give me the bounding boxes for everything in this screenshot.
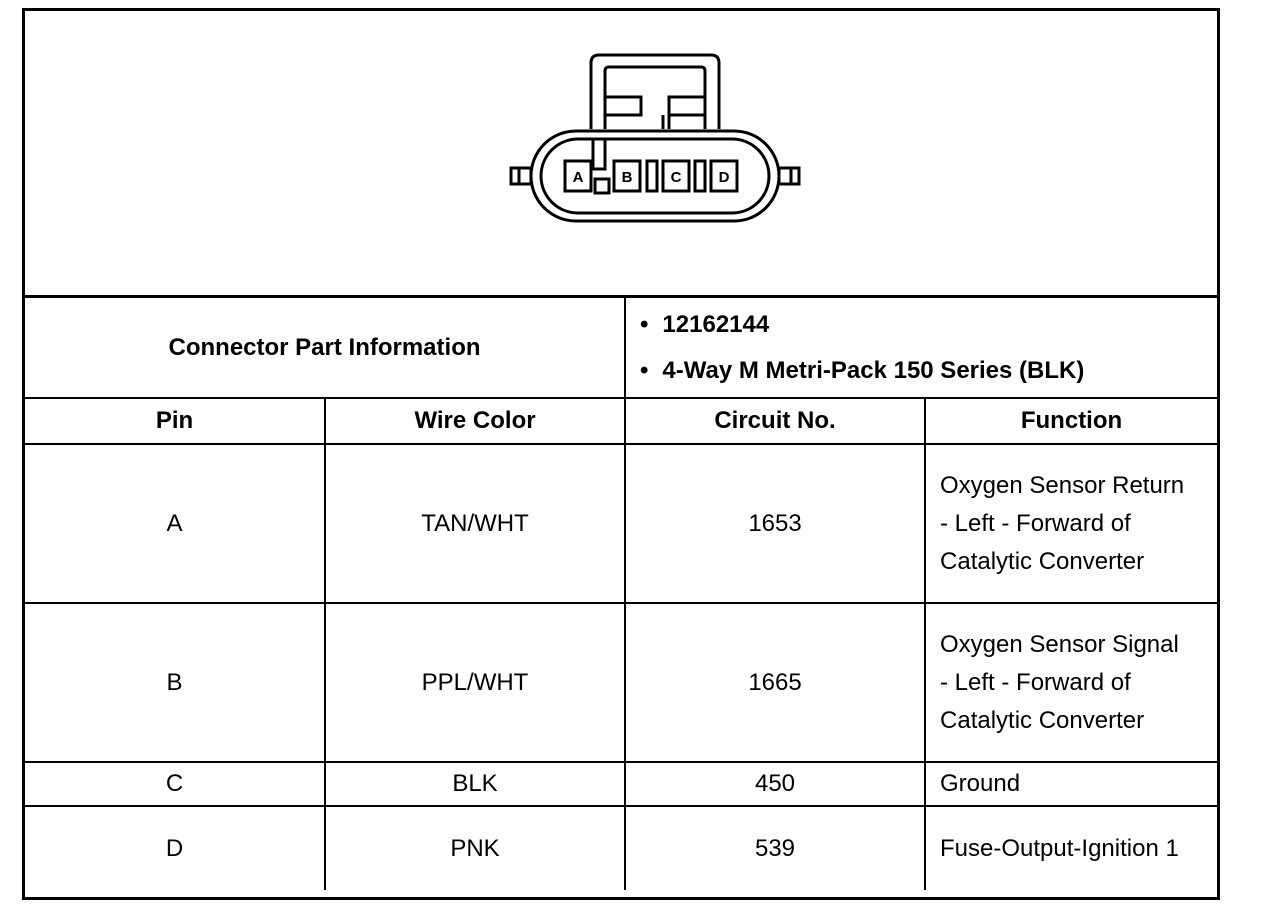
header-circuit: Circuit No. xyxy=(625,398,925,444)
table-row xyxy=(25,603,1217,762)
header-pin: Pin xyxy=(25,398,325,444)
function-cell: Fuse-Output-Ignition 1 xyxy=(925,806,1217,890)
circuit-cell: 1665 xyxy=(625,603,925,762)
pin-cell: D xyxy=(25,806,325,890)
part-number: • 12162144 xyxy=(640,302,1217,348)
connector-sheet xyxy=(22,8,1220,900)
part-description: • 4-Way M Metri-Pack 150 Series (BLK) xyxy=(640,348,1217,394)
table-row xyxy=(25,762,1217,806)
function-cell: Oxygen Sensor Signal - Left - Forward of Catalytic Converter xyxy=(925,603,1217,762)
function-cell: Oxygen Sensor Return - Left - Forward of Catalytic Converter xyxy=(925,444,1217,603)
pinout-table xyxy=(25,298,1217,890)
part-info-label: Connector Part Information xyxy=(25,298,625,398)
function-cell: Ground xyxy=(925,762,1217,806)
circuit-cell: 1653 xyxy=(625,444,925,603)
header-function: Function xyxy=(925,398,1217,444)
cavity-label-a: A xyxy=(572,169,584,186)
header-wire-color: Wire Color xyxy=(325,398,625,444)
table-row xyxy=(25,806,1217,890)
circuit-cell: 450 xyxy=(625,762,925,806)
wire-color-cell: PPL/WHT xyxy=(325,603,625,762)
cavity-label-b: B xyxy=(621,169,633,186)
table-row xyxy=(25,444,1217,603)
pin-cell: B xyxy=(25,603,325,762)
connector-diagram xyxy=(25,11,1217,298)
pin-cell: C xyxy=(25,762,325,806)
wire-color-cell: TAN/WHT xyxy=(325,444,625,603)
part-info-values xyxy=(625,298,1217,398)
wire-color-cell: PNK xyxy=(325,806,625,890)
wire-color-cell: BLK xyxy=(325,762,625,806)
pin-cell: A xyxy=(25,444,325,603)
header-row xyxy=(25,398,1217,444)
cavity-label-c: C xyxy=(670,169,682,186)
cavity-label-d: D xyxy=(718,169,730,186)
circuit-cell: 539 xyxy=(625,806,925,890)
connector-face-drawing xyxy=(25,11,1217,295)
part-info-row xyxy=(25,298,1217,398)
